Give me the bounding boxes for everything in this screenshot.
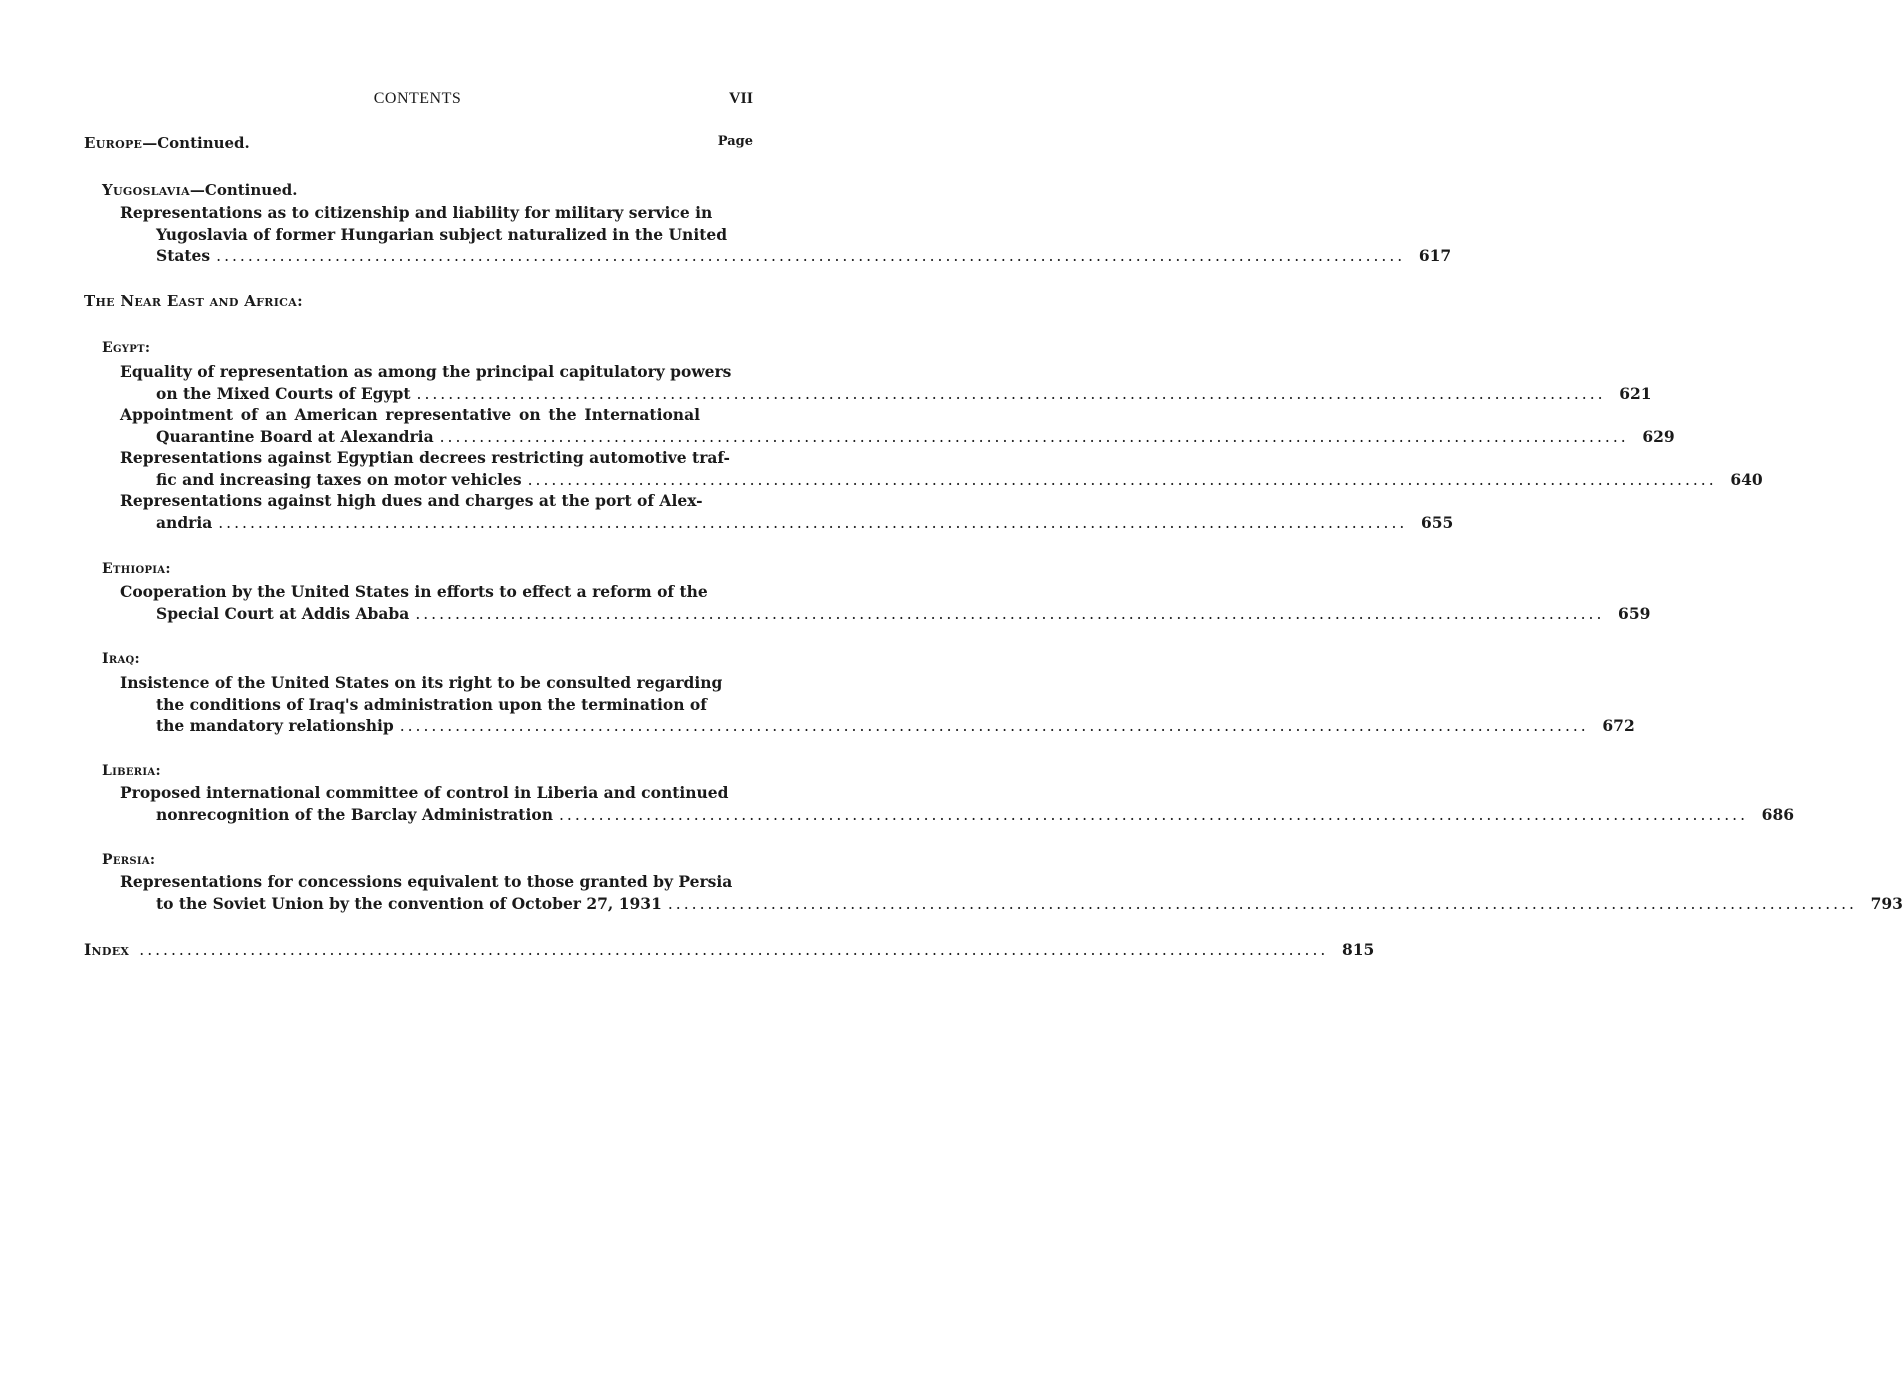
page-column-label: Page [717, 134, 753, 149]
entry-line-last: on the Mixed Courts of Egypt [156, 383, 411, 403]
entry-page-number: 621 [1619, 383, 1652, 403]
country-persia-suffix: : [149, 852, 156, 868]
entry-line: Cooperation by the United States in efforts to effect a reform of the [120, 582, 708, 601]
entry-line-last: andria [156, 512, 213, 532]
leader-dots: ...................................................................................................................................................... [667, 894, 1857, 913]
entry-line-last: fic and increasing taxes on motor vehicles [156, 469, 522, 489]
toc-entry-iraq-1[interactable] [120, 672, 1635, 738]
region-europe-label: Europe [84, 134, 143, 152]
toc-entry-liberia-1[interactable] [120, 782, 1795, 826]
country-yugoslavia [102, 181, 297, 199]
toc-entry-egypt-1[interactable] [120, 361, 1652, 405]
toc-entry-egypt-4[interactable] [120, 490, 1454, 534]
entry-page-number: 672 [1602, 716, 1635, 735]
leader-dots: ...................................................................................................................................................... [439, 427, 1629, 446]
leader-dots: ...................................................................................................................................................... [399, 717, 1589, 735]
region-near-east-africa [84, 292, 303, 310]
entry-line: Representations against Egyptian decrees restricting automotive traf- [120, 448, 730, 467]
entry-page-number: 655 [1420, 512, 1454, 532]
region-europe [84, 134, 250, 152]
leader-dots: ...................................................................................................................................................... [216, 247, 1406, 265]
page-title: CONTENTS [373, 90, 462, 107]
country-iraq-label: Iraq [102, 651, 135, 667]
country-iraq [102, 651, 140, 667]
country-persia-label: Persia [102, 852, 150, 868]
country-persia [102, 852, 155, 868]
country-ethiopia [102, 561, 170, 577]
entry-line: Equality of representation as among the principal capitulatory powers [120, 362, 732, 381]
toc-entry-ethiopia-1[interactable] [120, 581, 1651, 625]
leader-dots: ...................................................................................................................................................... [415, 604, 1605, 623]
region-near-east-label: The Near East and Africa [84, 292, 298, 310]
entry-line: Proposed international committee of control in Liberia and continued [120, 783, 729, 802]
entry-line-last: the mandatory relationship [156, 716, 394, 735]
entry-line-last: nonrecognition of the Barclay Administration [156, 804, 553, 824]
country-egypt-label: Egypt [102, 340, 145, 356]
entry-line: the conditions of Iraq's administration upon the termination of [156, 694, 707, 714]
leader-dots: ...................................................................................................................................................... [218, 513, 1408, 532]
country-ethiopia-label: Ethiopia [102, 561, 166, 577]
entry-line: Representations for concessions equivalent to those granted by Persia [120, 872, 733, 891]
region-near-east-suffix: : [297, 292, 303, 310]
leader-dots: ...................................................................................................................................................... [558, 805, 1749, 824]
entry-line-last: Special Court at Addis Ababa [156, 603, 410, 623]
country-iraq-suffix: : [134, 651, 140, 667]
country-liberia [102, 763, 161, 779]
entry-line: Yugoslavia of former Hungarian subject naturalized in the United [156, 224, 728, 244]
entry-line-last: to the Soviet Union by the convention of October 27, 1931 [156, 893, 662, 913]
region-europe-suffix: —Continued. [142, 134, 250, 152]
toc-entry-egypt-3[interactable] [120, 447, 1763, 491]
entry-page-number: 793 [1870, 893, 1903, 913]
leader-dots: ...................................................................................................................................................... [527, 470, 1717, 489]
leader-dots: ...................................................................................................................................................... [139, 941, 1329, 959]
entry-line-last: States [156, 246, 211, 265]
toc-entry-persia-1[interactable] [120, 871, 1903, 915]
entry-page-number: 629 [1642, 426, 1675, 446]
toc-entry-egypt-2[interactable] [120, 404, 1675, 448]
roman-page-number: VII [728, 90, 753, 107]
country-liberia-label: Liberia [102, 763, 156, 779]
toc-entry-index[interactable] [84, 940, 1375, 959]
leader-dots: ...................................................................................................................................................... [416, 384, 1606, 403]
index-label: Index [84, 940, 130, 959]
entry-line: Representations against high dues and charges at the port of Alex- [120, 491, 703, 510]
country-ethiopia-suffix: : [165, 561, 171, 577]
country-yugoslavia-suffix: —Continued. [189, 181, 298, 199]
entry-page-number: 659 [1618, 603, 1651, 623]
entry-page-number: 640 [1730, 469, 1763, 489]
index-page-number: 815 [1341, 940, 1375, 959]
entry-line: Representations as to citizenship and liability for military service in [120, 203, 713, 222]
country-egypt [102, 340, 150, 356]
country-egypt-suffix: : [144, 340, 150, 356]
entry-page-number: 686 [1761, 804, 1795, 824]
entry-line: Insistence of the United States on its right to be consulted regarding [120, 673, 723, 692]
country-liberia-suffix: : [155, 763, 161, 779]
country-yugoslavia-label: Yugoslavia [102, 181, 190, 199]
toc-entry-yugoslavia-1[interactable] [120, 202, 1452, 268]
entry-line-last: Quarantine Board at Alexandria [156, 426, 434, 446]
entry-line: Appointment of an American representative on the International [120, 405, 700, 424]
entry-page-number: 617 [1418, 246, 1452, 265]
